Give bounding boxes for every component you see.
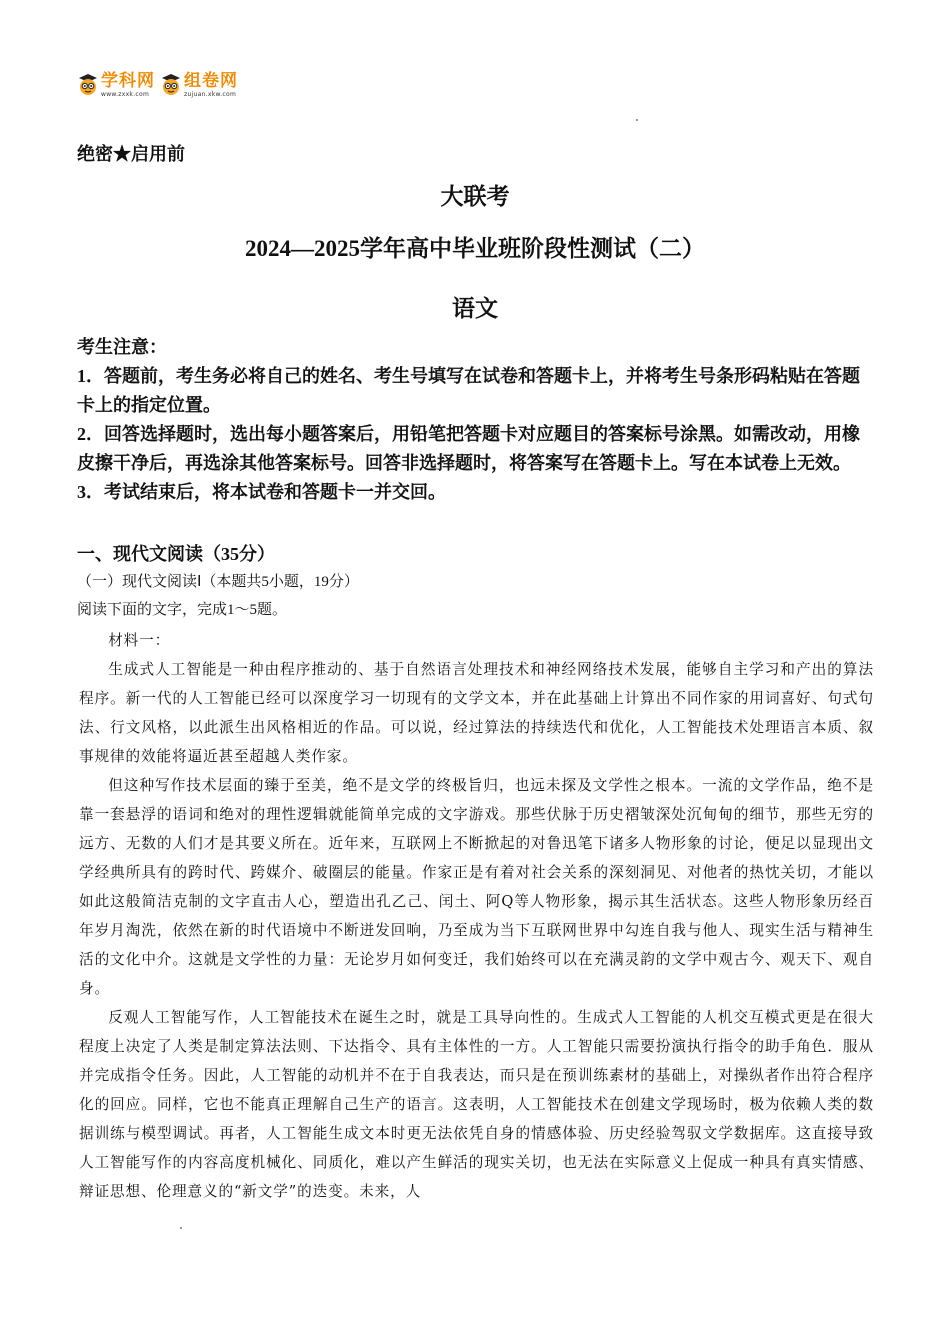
graduate-face-icon xyxy=(76,72,100,96)
graduate-face-icon xyxy=(159,72,183,96)
zxxk-logo[interactable] xyxy=(76,72,155,99)
brand2-name: 组卷网 xyxy=(184,71,238,91)
confidential-label: 绝密★启用前 xyxy=(77,144,185,164)
sub-section-title: （一）现代文阅读Ⅰ（本题共5小题，19分） xyxy=(77,574,359,590)
passage-paragraph: 生成式人工智能是一种由程序推动的、基于自然语言处理技术和神经网络技术发展，能够自主学习和产出的算法程序。新一代的人工智能已经可以深度学习一切现有的文学文本，并在此基础上计算出不同作家的用词喜好、句式句法、行文风格，以此派生出风格相近的作品。可以说，经过算法的持续迭代和优化，人工智能技术处理语言本质、叙事规律的效能将逼近甚至超越人类作家。 xyxy=(79,661,874,765)
subject-title: 语文 xyxy=(452,296,498,321)
scan-dot xyxy=(180,1227,182,1229)
brand1-url: www.zxxk.com xyxy=(101,91,150,98)
site-logo[interactable] xyxy=(76,72,242,104)
notice-block xyxy=(77,333,877,507)
scan-dot xyxy=(636,119,638,121)
notice-item: 3．考试结束后，将本试卷和答题卡一并交回。 xyxy=(77,482,446,502)
passage-paragraph: 但这种写作技术层面的臻于至美，绝不是文学的终极旨归，也远未探及文学性之根本。一流的文学作品，绝不是靠一套悬浮的语词和绝对的理性逻辑就能简单完成的文字游戏。那些伏脉于历史褶皱深处沉甸甸的细节，那些无穷的远方、无数的人们才是其要义所在。近年来，互联网上不断掀起的对鲁迅笔下诸多人物形象的讨论，便足以显现出文学经典所具有的跨时代、跨媒介、破圈层的能量。作家正是有着对社会关系的深刻洞见、对他者的热忱关切，才能以如此这般简洁克制的文字直击人心，塑造出孔乙己、闰土、阿Q等人物形象，揭示其生活状态。这些人物形象历经百年岁月淘洗，依然在新的时代语境中不断迸发回响，乃至成为当下互联网世界中勾连自我与他人、现实生活与精神生活的文化中介。这就是文学性的力量：无论岁月如何变迁，我们始终可以在充满灵韵的文学中观古今、观天下、观自身。 xyxy=(79,777,874,997)
exam-title-line1: 大联考 xyxy=(440,184,510,209)
passage-body xyxy=(79,655,874,1206)
material-label: 材料一： xyxy=(108,632,171,649)
section-title: 一、现代文阅读（35分） xyxy=(77,544,275,564)
passage-paragraph: 反观人工智能写作，人工智能技术在诞生之时，就是工具导向性的。生成式人工智能的人机交互模式更是在很大程度上决定了人类是制定算法法则、下达指令、具有主体性的一方。人工智能只需要扮演执行指令的助手角色．服从并完成指令任务。因此，人工智能的动机并不在于自我表达，而只是在预训练素材的基础上，对操纵者作出符合程序化的回应。同样，它也不能真正理解自己生产的语言。这表明，人工智能技术在创建文学现场时，极为依赖人类的数据训练与模型调试。再者，人工智能生成文本时更无法依凭自身的情感体验、历史经验驾驭文学数据库。这直接导致人工智能写作的内容高度机械化、同质化，难以产生鲜活的现实关切，也无法在实际意义上促成一种具有真实情感、辩证思想、伦理意义的“新文学”的迭变。未来，人 xyxy=(79,1009,874,1200)
brand2-url: zujuan.xkw.com xyxy=(184,91,237,98)
notice-heading: 考生注意： xyxy=(77,337,167,357)
exam-title-line2: 2024—2025学年高中毕业班阶段性测试（二） xyxy=(245,236,705,261)
zujuan-logo[interactable] xyxy=(159,72,238,99)
notice-item: 2．回答选择题时，选出每小题答案后，用铅笔把答题卡对应题目的答案标号涂黑。如需改动，用橡皮擦干净后，再选涂其他答案标号。回答非选择题时，将答案写在答题卡上。写在本试卷上无效。 xyxy=(77,424,860,473)
brand1-name: 学科网 xyxy=(101,71,155,91)
reading-instruction: 阅读下面的文字，完成1～5题。 xyxy=(77,602,288,618)
notice-item: 1．答题前，考生务必将自己的姓名、考生号填写在试卷和答题卡上，并将考生号条形码粘贴在答题卡上的指定位置。 xyxy=(77,366,860,415)
